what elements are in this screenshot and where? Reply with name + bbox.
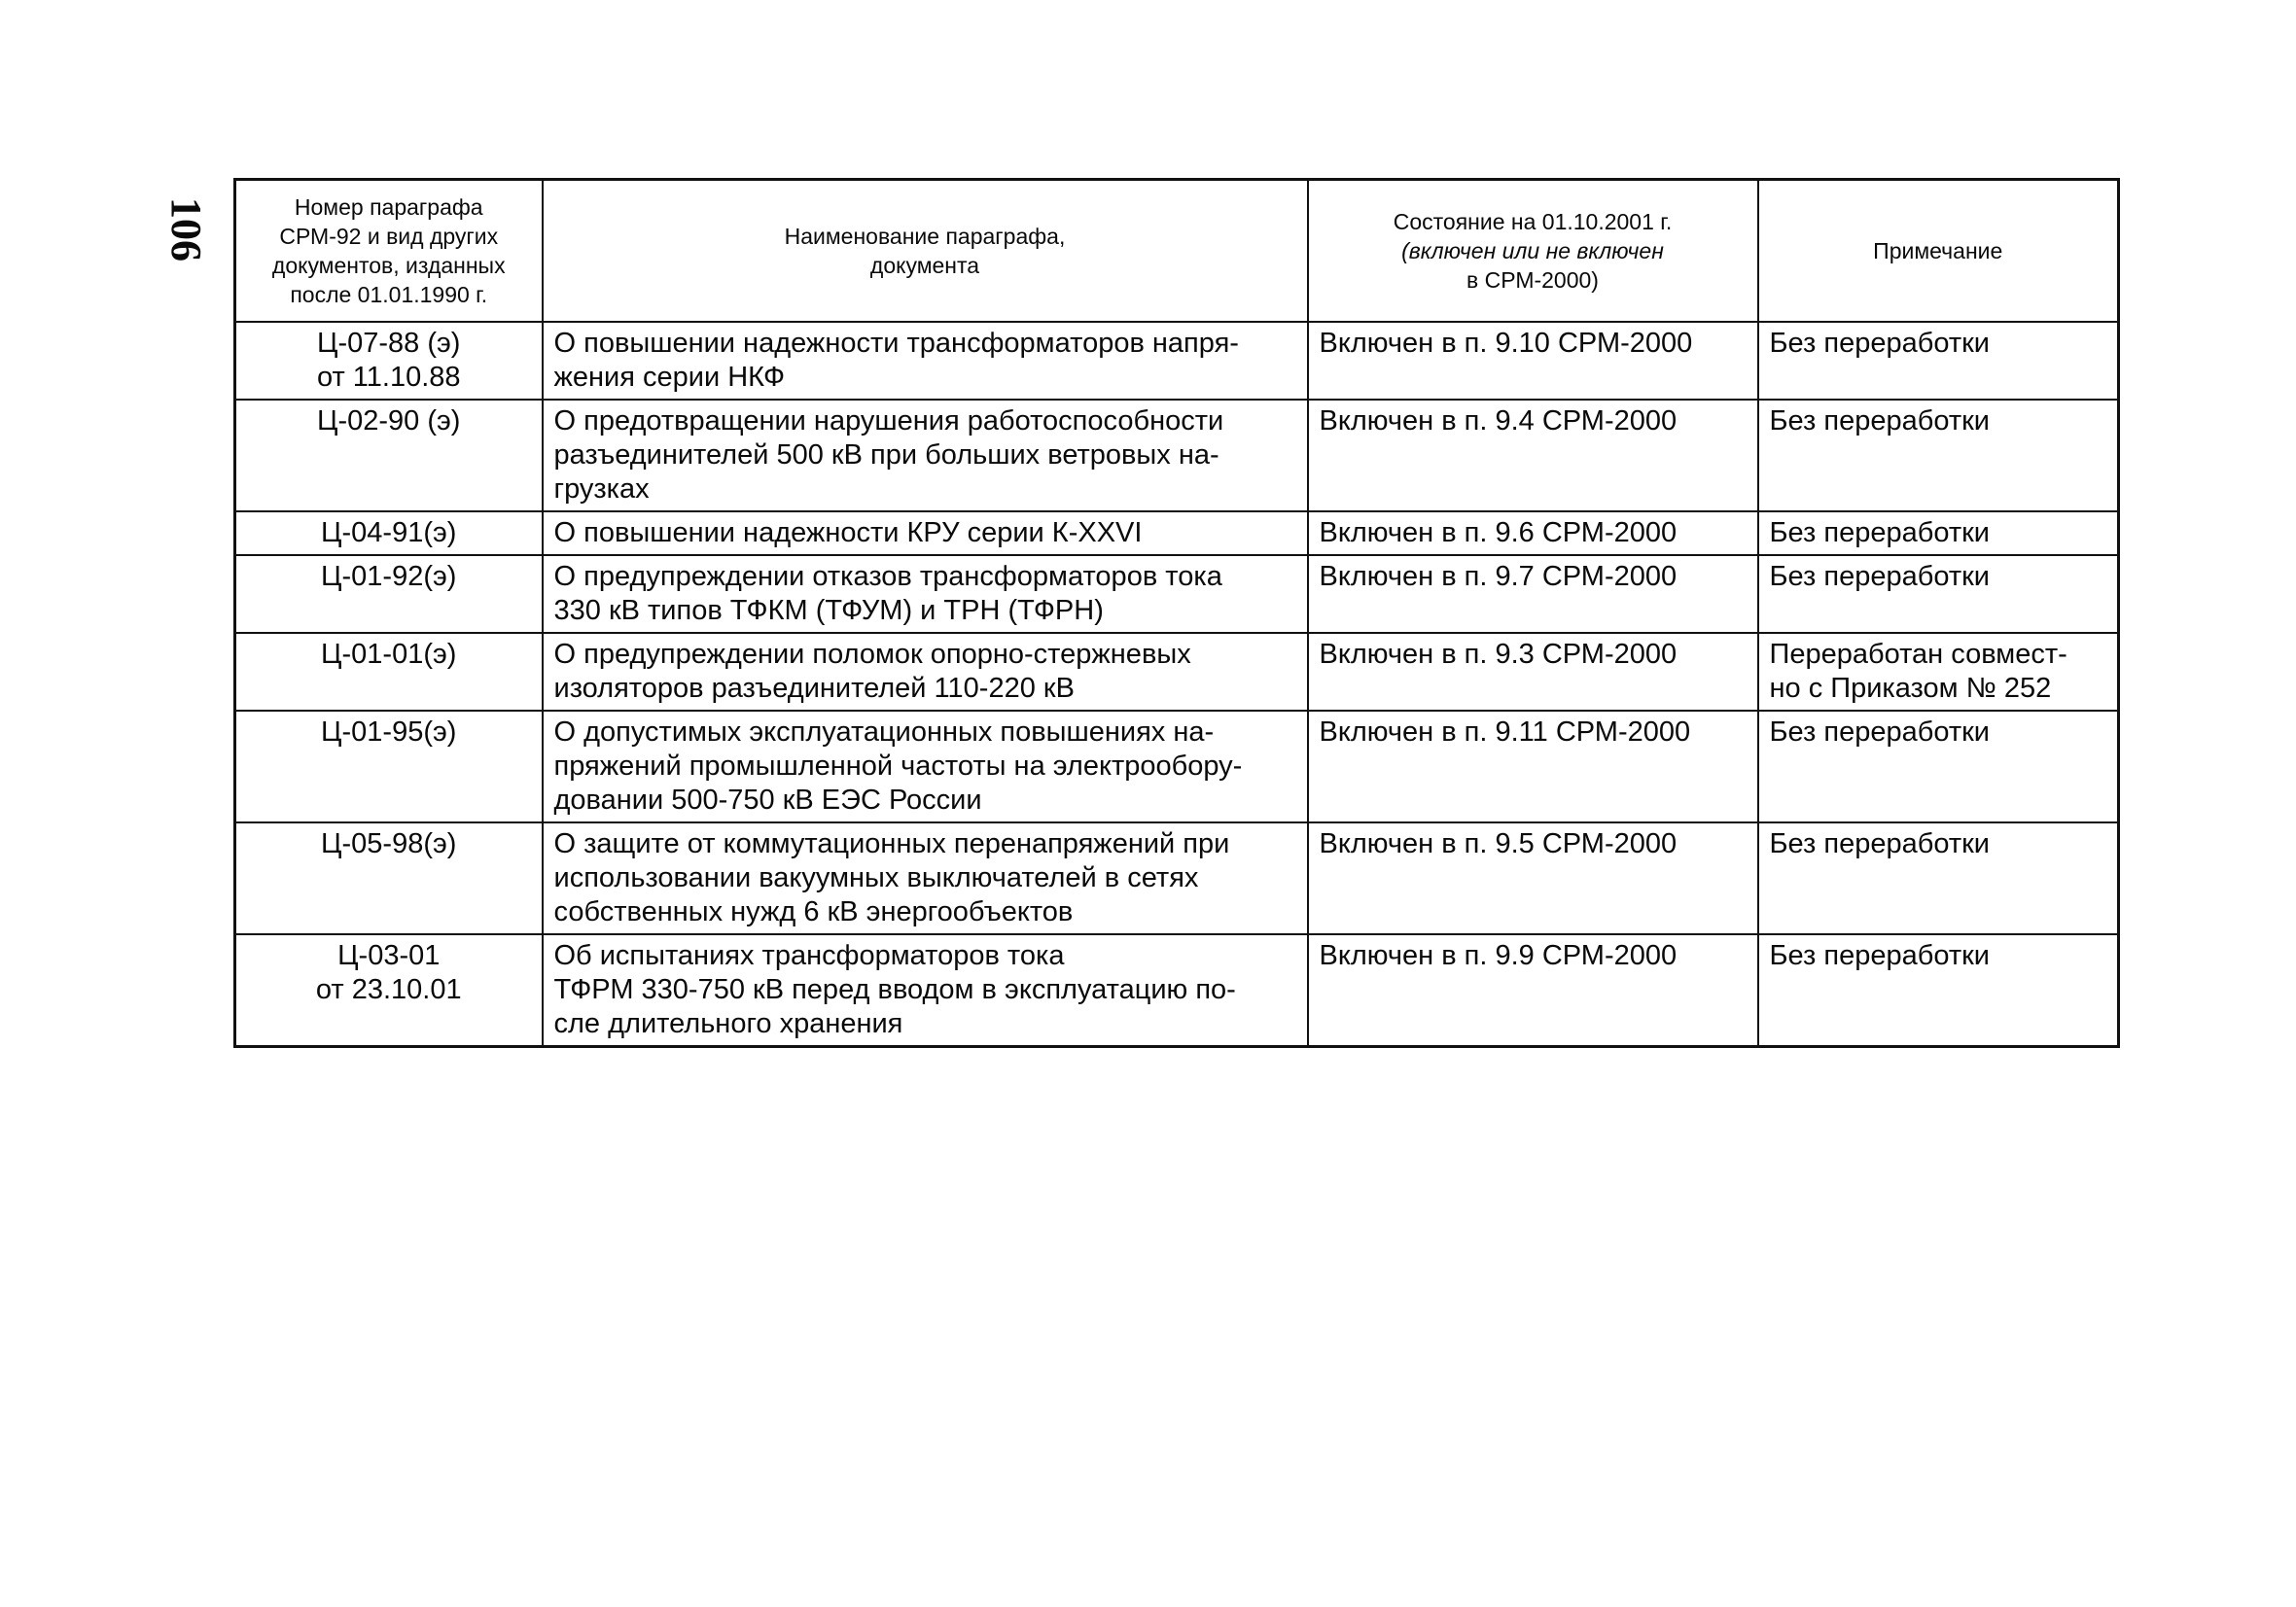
table-body [235,322,2119,1047]
document-code-cell [235,555,543,633]
document-name-cell-line: ТФРМ 330-750 кВ перед вводом в эксплуатацию по- [553,974,1236,1005]
page-number: 106 [162,197,210,262]
document-name-cell [543,711,1308,822]
document-name-cell-line: О допустимых эксплуатационных повышениях на- [553,716,1215,748]
document-name-cell-line: собственных нужд 6 кВ энергообъектов [553,896,1074,927]
note-cell [1758,322,2119,400]
document-name-cell-line: О предотвращении нарушения работоспособности [553,405,1224,437]
note-cell [1758,633,2119,711]
status-cell-text: Включен в п. 9.3 СРМ-2000 [1319,639,1678,670]
status-cell-text: Включен в п. 9.4 СРМ-2000 [1319,405,1678,437]
note-cell-line: Без переработки [1769,405,1990,437]
document-code-cell-line: от 11.10.88 [316,362,461,393]
note-cell-line: Без переработки [1769,328,1990,359]
document-name-cell-line: разъединителей 500 кВ при больших ветровых на- [553,439,1219,471]
document-name-cell-line: пряжений промышленной частоты на электрообору- [553,751,1243,782]
table-row [235,322,2119,400]
note-cell-line: но с Приказом № 252 [1769,673,2052,704]
document-name-cell-line: О повышении надежности КРУ серии К-XXVI [553,517,1143,548]
header-line: Номер параграфа [294,194,483,220]
document-code-cell-line: Ц-01-92(э) [321,561,457,592]
note-cell-line: Без переработки [1769,716,1990,748]
document-code-cell [235,633,543,711]
header-line: Примечание [1873,238,2003,263]
note-cell [1758,934,2119,1047]
status-cell [1308,633,1758,711]
document-name-cell-line: О защите от коммутационных перенапряжений при [553,828,1230,859]
header-line: документа [869,253,980,278]
header-document-number [235,180,543,323]
documents-table [233,178,2120,1048]
status-cell-text: Включен в п. 9.6 СРМ-2000 [1319,517,1678,548]
note-cell-line: Без переработки [1769,828,1990,859]
status-cell-text: Включен в п. 9.7 СРМ-2000 [1319,561,1678,592]
document-code-cell-line: Ц-01-95(э) [321,716,457,748]
document-name-cell [543,555,1308,633]
table-row [235,400,2119,511]
document-code-cell-line: Ц-07-88 (э) [317,328,461,359]
document-name-cell-line: О предупреждении отказов трансформаторов тока [553,561,1222,592]
header-note [1758,180,2119,323]
document-code-cell-line: Ц-02-90 (э) [317,405,461,437]
header-line: СРМ-92 и вид других [279,224,499,249]
document-code-cell [235,711,543,822]
table-row [235,934,2119,1047]
document-name-cell-line: 330 кВ типов ТФКМ (ТФУМ) и ТРН (ТФРН) [553,595,1104,626]
document-name-cell [543,511,1308,555]
status-cell [1308,555,1758,633]
document-name-cell [543,822,1308,934]
document-code-cell [235,511,543,555]
table-row [235,711,2119,822]
table-row [235,555,2119,633]
header-status [1308,180,1758,323]
document-name-cell [543,633,1308,711]
status-cell [1308,822,1758,934]
header-line: Состояние на 01.10.2001 г. [1393,209,1673,234]
note-cell-line: Переработан совмест- [1769,639,2067,670]
header-line: после 01.01.1990 г. [290,282,488,307]
header-line: в СРМ-2000) [1466,267,1599,293]
status-cell-text: Включен в п. 9.10 СРМ-2000 [1319,328,1693,359]
document-name-cell-line: О повышении надежности трансформаторов напря- [553,328,1239,359]
document-name-cell-line: сле длительного хранения [553,1008,903,1039]
table-row [235,511,2119,555]
document-name-cell-line: Об испытаниях трансформаторов тока [553,940,1065,971]
table-row [235,822,2119,934]
status-cell-text: Включен в п. 9.11 СРМ-2000 [1319,716,1691,748]
table-header-row [235,180,2119,323]
document-code-cell-line: Ц-03-01 [337,940,441,971]
document-name-cell-line: использовании вакуумных выключателей в сетях [553,862,1199,893]
status-cell [1308,711,1758,822]
header-line: (включен или не включен [1401,238,1664,263]
document-name-cell-line: О предупреждении поломок опорно-стержневых [553,639,1191,670]
document-code-cell [235,400,543,511]
header-document-name [543,180,1308,323]
note-cell-line: Без переработки [1769,940,1990,971]
document-code-cell-line: Ц-01-01(э) [321,639,457,670]
document-code-cell-line: Ц-04-91(э) [321,517,457,548]
note-cell [1758,400,2119,511]
status-cell [1308,400,1758,511]
note-cell [1758,822,2119,934]
document-name-cell [543,934,1308,1047]
document-name-cell [543,400,1308,511]
document-code-cell-line: Ц-05-98(э) [321,828,457,859]
note-cell-line: Без переработки [1769,561,1990,592]
note-cell [1758,711,2119,822]
document-name-cell-line: изоляторов разъединителей 110-220 кВ [553,673,1075,704]
document-name-cell-line: жения серии НКФ [553,362,786,393]
header-line: Наименование параграфа, [784,224,1066,249]
document-name-cell-line: грузках [553,473,650,505]
status-cell-text: Включен в п. 9.9 СРМ-2000 [1319,940,1678,971]
document-code-cell [235,322,543,400]
note-cell-line: Без переработки [1769,517,1990,548]
status-cell [1308,511,1758,555]
note-cell [1758,511,2119,555]
document-code-cell [235,822,543,934]
status-cell [1308,934,1758,1047]
document-code-cell-line: от 23.10.01 [315,974,462,1005]
table-row [235,633,2119,711]
note-cell [1758,555,2119,633]
document-name-cell [543,322,1308,400]
document-name-cell-line: довании 500-750 кВ ЕЭС России [553,785,982,816]
status-cell-text: Включен в п. 9.5 СРМ-2000 [1319,828,1678,859]
header-line: документов, изданных [271,253,506,278]
status-cell [1308,322,1758,400]
document-code-cell [235,934,543,1047]
